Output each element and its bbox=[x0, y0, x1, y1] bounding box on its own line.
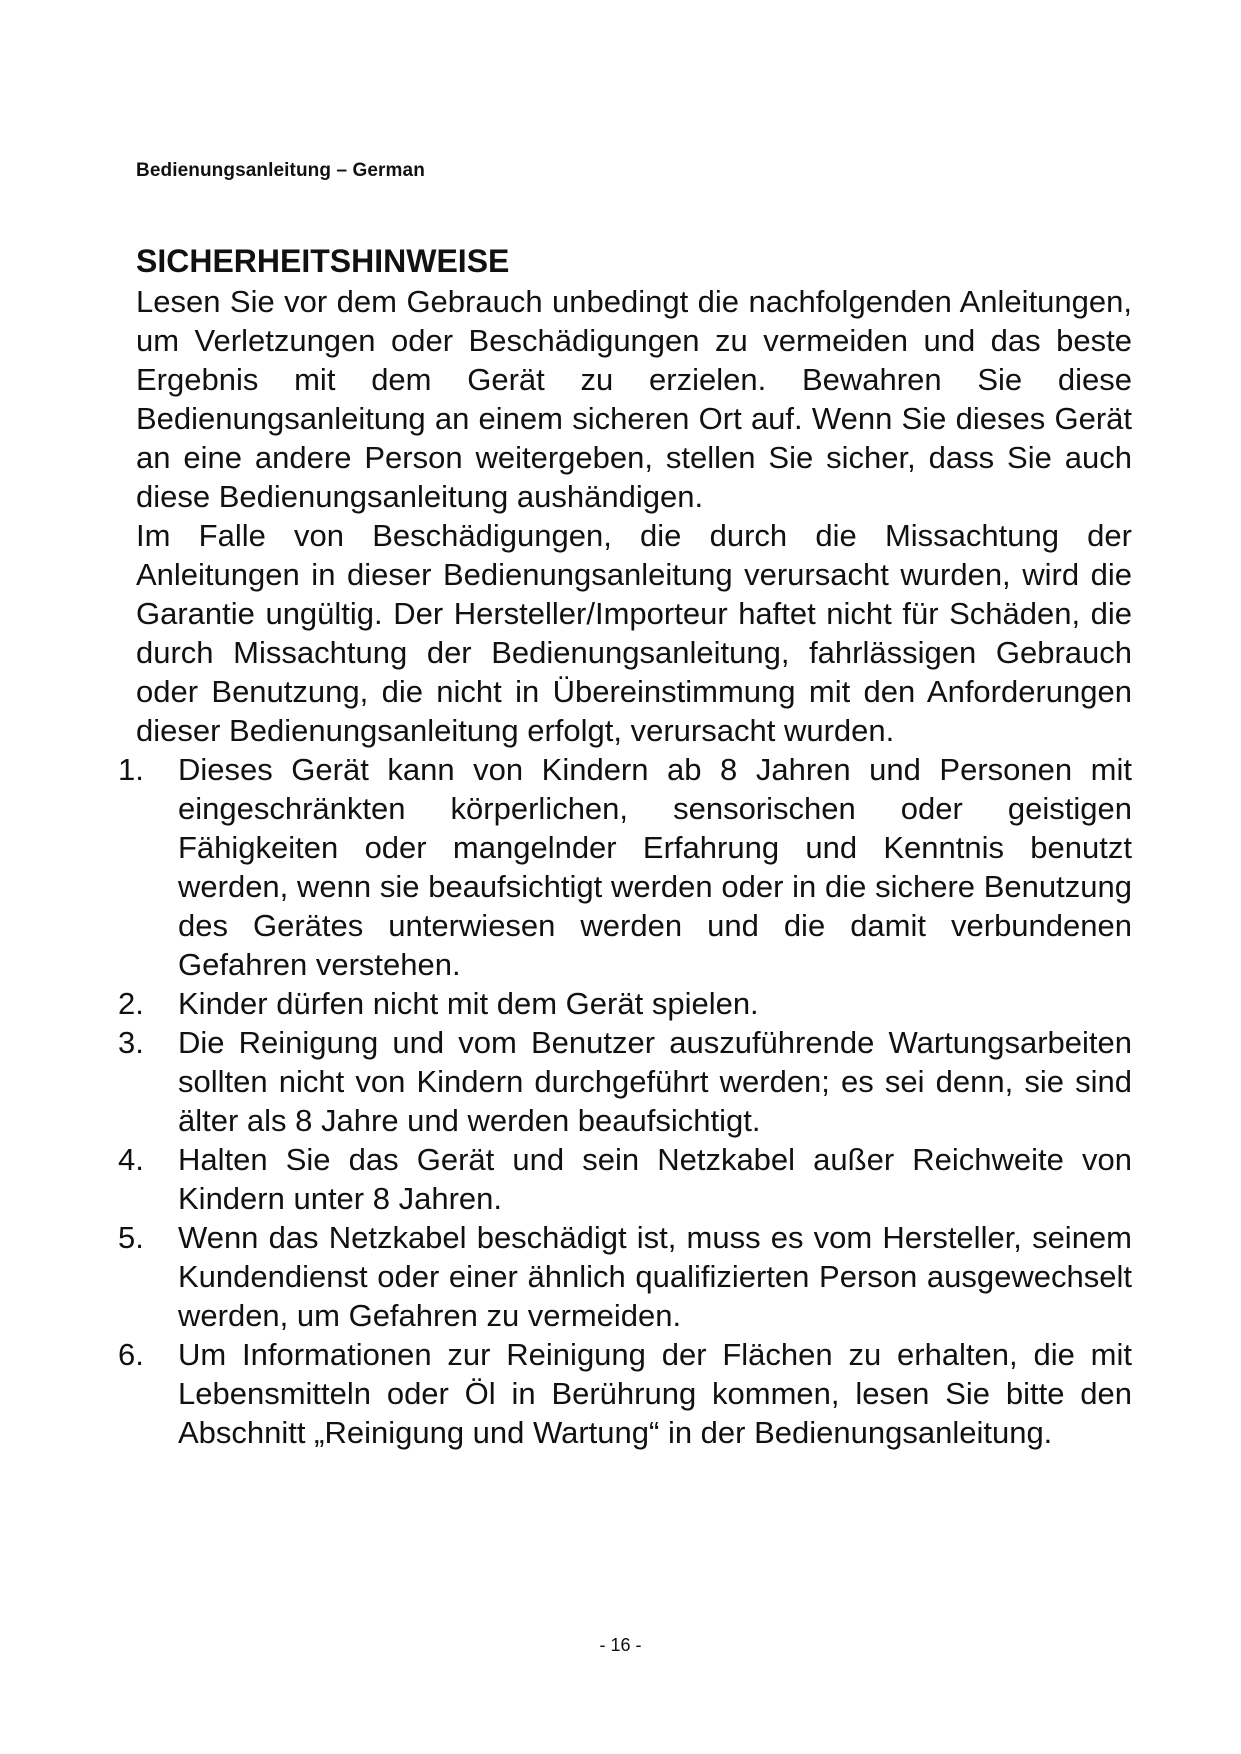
list-item-number: 6. bbox=[118, 1337, 144, 1372]
running-header: Bedienungsanleitung – German bbox=[136, 160, 425, 181]
list-item-text: Um Informationen zur Reinigung der Flächen zu erhalten, die mit Lebensmitteln oder Öl in Berührung kommen, lesen Sie bitte den Abschnitt „Reinigung und Wartung“ in der Bedienungsanleitung. bbox=[178, 1337, 1132, 1450]
list-item-text: Wenn das Netzkabel beschädigt ist, muss es vom Hersteller, seinem Kundendienst oder einer ähnlich qualifizierten Person ausgewechselt werden, um Gefahren zu vermeiden. bbox=[178, 1220, 1132, 1333]
safety-section bbox=[118, 240, 1132, 1452]
list-item bbox=[118, 1023, 1132, 1140]
list-item-text: Halten Sie das Gerät und sein Netzkabel außer Reichweite von Kindern unter 8 Jahren. bbox=[178, 1142, 1132, 1216]
warranty-paragraph: Im Falle von Beschädigungen, die durch die Missachtung der Anleitungen in dieser Bedienungsanleitung verursacht wurden, wird die Garantie ungültig. Der Hersteller/Importeur haftet nicht für Schäden, die durch Missachtung der Bedienungsanleitung, fahrlässigen Gebrauch oder Benutzung, die nicht in Übereinstimmung mit den Anforderungen dieser Bedienungsanleitung erfolgt, verursacht wurden. bbox=[136, 518, 1132, 748]
list-item bbox=[118, 984, 1132, 1023]
list-item bbox=[118, 1218, 1132, 1335]
list-item-number: 3. bbox=[118, 1025, 144, 1060]
list-item bbox=[118, 750, 1132, 984]
list-item-number: 1. bbox=[118, 752, 144, 787]
intro-paragraph: Lesen Sie vor dem Gebrauch unbedingt die nachfolgenden Anleitungen, um Verletzungen oder Beschädigungen zu vermeiden und das beste Ergebnis mit dem Gerät zu erzielen. Bewahren Sie diese Bedienungsanleitung an einem sicheren Ort auf. Wenn Sie dieses Gerät an eine andere Person weitergeben, stellen Sie sicher, dass Sie auch diese Bedienungsanleitung aushändigen. bbox=[136, 284, 1132, 514]
page-number: - 16 - bbox=[599, 1635, 642, 1655]
list-item-number: 5. bbox=[118, 1220, 144, 1255]
list-item-text: Dieses Gerät kann von Kindern ab 8 Jahren und Personen mit eingeschränkten körperlichen, sensorischen oder geistigen Fähigkeiten oder mangelnder Erfahrung und Kenntnis benutzt werden, wenn sie beaufsichtigt werden oder in die sichere Benutzung des Gerätes unterwiesen werden und die damit verbundenen Gefahren verstehen. bbox=[178, 752, 1132, 982]
list-item-text: Kinder dürfen nicht mit dem Gerät spielen. bbox=[178, 986, 759, 1021]
list-item bbox=[118, 1140, 1132, 1218]
list-item-number: 4. bbox=[118, 1142, 144, 1177]
list-item bbox=[118, 1335, 1132, 1452]
list-item-number: 2. bbox=[118, 986, 144, 1021]
section-title: SICHERHEITSHINWEISE bbox=[136, 243, 510, 279]
safety-instructions-list bbox=[118, 750, 1132, 1452]
list-item-text: Die Reinigung und vom Benutzer auszuführende Wartungsarbeiten sollten nicht von Kindern durchgeführt werden; es sei denn, sie sind älter als 8 Jahre und werden beaufsichtigt. bbox=[178, 1025, 1132, 1138]
